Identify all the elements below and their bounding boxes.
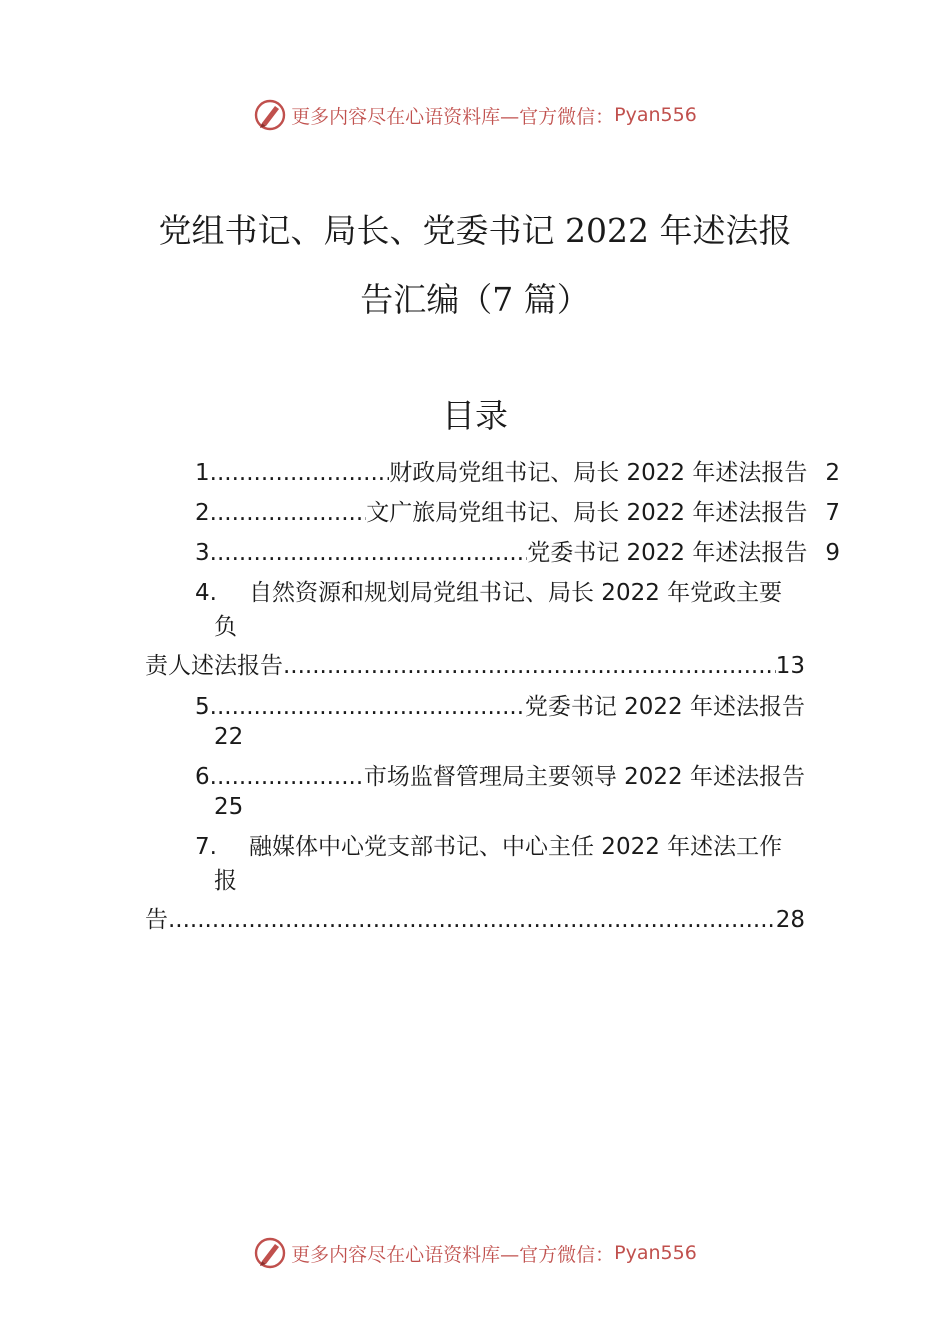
toc-entry-page: 9 — [825, 540, 840, 566]
toc-leader-dots — [210, 538, 528, 568]
toc-leader-dots — [283, 651, 776, 681]
toc-entry-number: 4. — [195, 580, 217, 606]
toc-entry-number: 5 — [195, 694, 210, 720]
toc-entry-title-line3: 责人述法报告 — [145, 653, 283, 679]
toc-entry-title-line2: 报 — [214, 868, 237, 894]
toc-entry-number: 7. — [195, 834, 217, 860]
watermark-banner-bottom — [0, 1233, 950, 1273]
pen-seal-logo-icon — [253, 1236, 287, 1270]
document-title-line1: 党组书记、局长、党委书记 2022 年述法报 — [158, 211, 792, 250]
toc-leader-dots — [210, 692, 525, 722]
toc-entry-row — [195, 692, 805, 722]
toc-entry-title-line1: 自然资源和规划局党组书记、局长 2022 年党政主要 — [249, 580, 783, 606]
document-title-line2: 告汇编（7 篇） — [360, 280, 590, 319]
toc-entry-title: 党委书记 2022 年述法报告 — [524, 694, 805, 720]
toc-entry-title: 财政局党组书记、局长 2022 年述法报告 — [389, 460, 808, 486]
toc-entry-title-line2: 负 — [214, 614, 237, 640]
toc-entry-page: 22 — [214, 724, 244, 750]
watermark-banner-top — [0, 95, 950, 135]
toc-entry-page: 7 — [825, 500, 840, 526]
toc-entry-1[interactable] — [195, 458, 840, 488]
toc-entry-2[interactable] — [195, 498, 840, 528]
toc-entry-title-line1: 融媒体中心党支部书记、中心主任 2022 年述法工作 — [249, 834, 783, 860]
toc-entry-title: 党委书记 2022 年述法报告 — [527, 540, 808, 566]
toc-entry-page: 25 — [214, 794, 244, 820]
toc-heading: 目录 — [442, 396, 508, 435]
toc-entry-title-line3: 告 — [145, 907, 168, 933]
toc-entry-title: 文广旅局党组书记、局长 2022 年述法报告 — [366, 500, 808, 526]
toc-entry-page: 28 — [775, 907, 805, 933]
toc-entry-number: 6 — [195, 764, 210, 790]
toc-entry-number: 3 — [195, 540, 210, 566]
watermark-handle: Pyan556 — [614, 1242, 697, 1264]
watermark-handle: Pyan556 — [614, 104, 697, 126]
watermark-text: 更多内容尽在心语资料库—官方微信： — [291, 105, 615, 128]
toc-entry-page: 13 — [775, 653, 805, 679]
toc-entry-page: 2 — [825, 460, 840, 486]
toc-entry-tail — [145, 905, 805, 935]
toc-leader-dots — [168, 905, 776, 935]
toc-entry-tail — [145, 651, 805, 681]
toc-entry-row — [195, 762, 805, 792]
toc-leader-dots — [210, 458, 390, 488]
toc-leader-dots — [210, 762, 364, 792]
watermark-text: 更多内容尽在心语资料库—官方微信： — [291, 1243, 615, 1266]
pen-seal-logo-icon — [253, 98, 287, 132]
toc-entry-title: 市场监督管理局主要领导 2022 年述法报告 — [363, 764, 805, 790]
toc-entry-number: 2 — [195, 500, 210, 526]
toc-entry-number: 1 — [195, 460, 210, 486]
toc-leader-dots — [210, 498, 367, 528]
toc-entry-3[interactable] — [195, 538, 840, 568]
